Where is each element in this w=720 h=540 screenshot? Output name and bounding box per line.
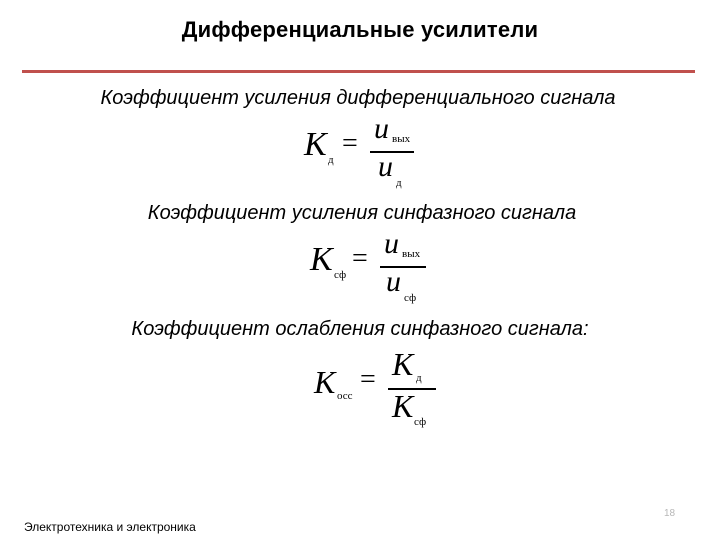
caption-common-mode-gain: Коэффициент усиления синфазного сигнала (147, 202, 577, 224)
formula-equals: = (360, 364, 376, 395)
formula-numerator: u (374, 112, 389, 145)
formula-numerator-subscript: вых (392, 133, 411, 145)
formula-numerator: u (384, 227, 399, 260)
formula-lhs-subscript: д (328, 154, 334, 166)
formula-denominator: u (378, 150, 393, 183)
formula-denominator-subscript: сф (414, 416, 427, 428)
page-number: 18 (664, 508, 676, 519)
formula-lhs-subscript: сф (334, 269, 347, 281)
formula-lhs: K (304, 126, 327, 163)
formula-common-mode-rejection (310, 346, 440, 434)
formula-equals: = (352, 243, 368, 274)
formula-numerator-subscript: д (416, 372, 422, 384)
formula-denominator: u (386, 265, 401, 298)
title-divider (22, 70, 695, 73)
formula-lhs: K (310, 241, 333, 278)
formula-numerator-subscript: вых (402, 248, 421, 260)
caption-differential-gain: Коэффициент усиления дифференциального сигнала (100, 87, 616, 109)
formula-lhs: K (314, 364, 336, 400)
formula-denominator: K (392, 388, 414, 424)
footer-course-name: Электротехника и электроника (24, 520, 196, 534)
formula-equals: = (342, 128, 358, 159)
formula-denominator-subscript: д (396, 177, 402, 189)
caption-common-mode-rejection: Коэффициент ослабления синфазного сигнала: (131, 318, 589, 340)
formula-denominator-subscript: сф (404, 292, 417, 304)
formula-numerator: K (392, 346, 414, 382)
formula-lhs-subscript: осс (337, 390, 353, 402)
formula-differential-gain (300, 112, 430, 198)
slide-title: Дифференциальные усилители (181, 17, 539, 42)
formula-common-mode-gain (306, 227, 436, 313)
